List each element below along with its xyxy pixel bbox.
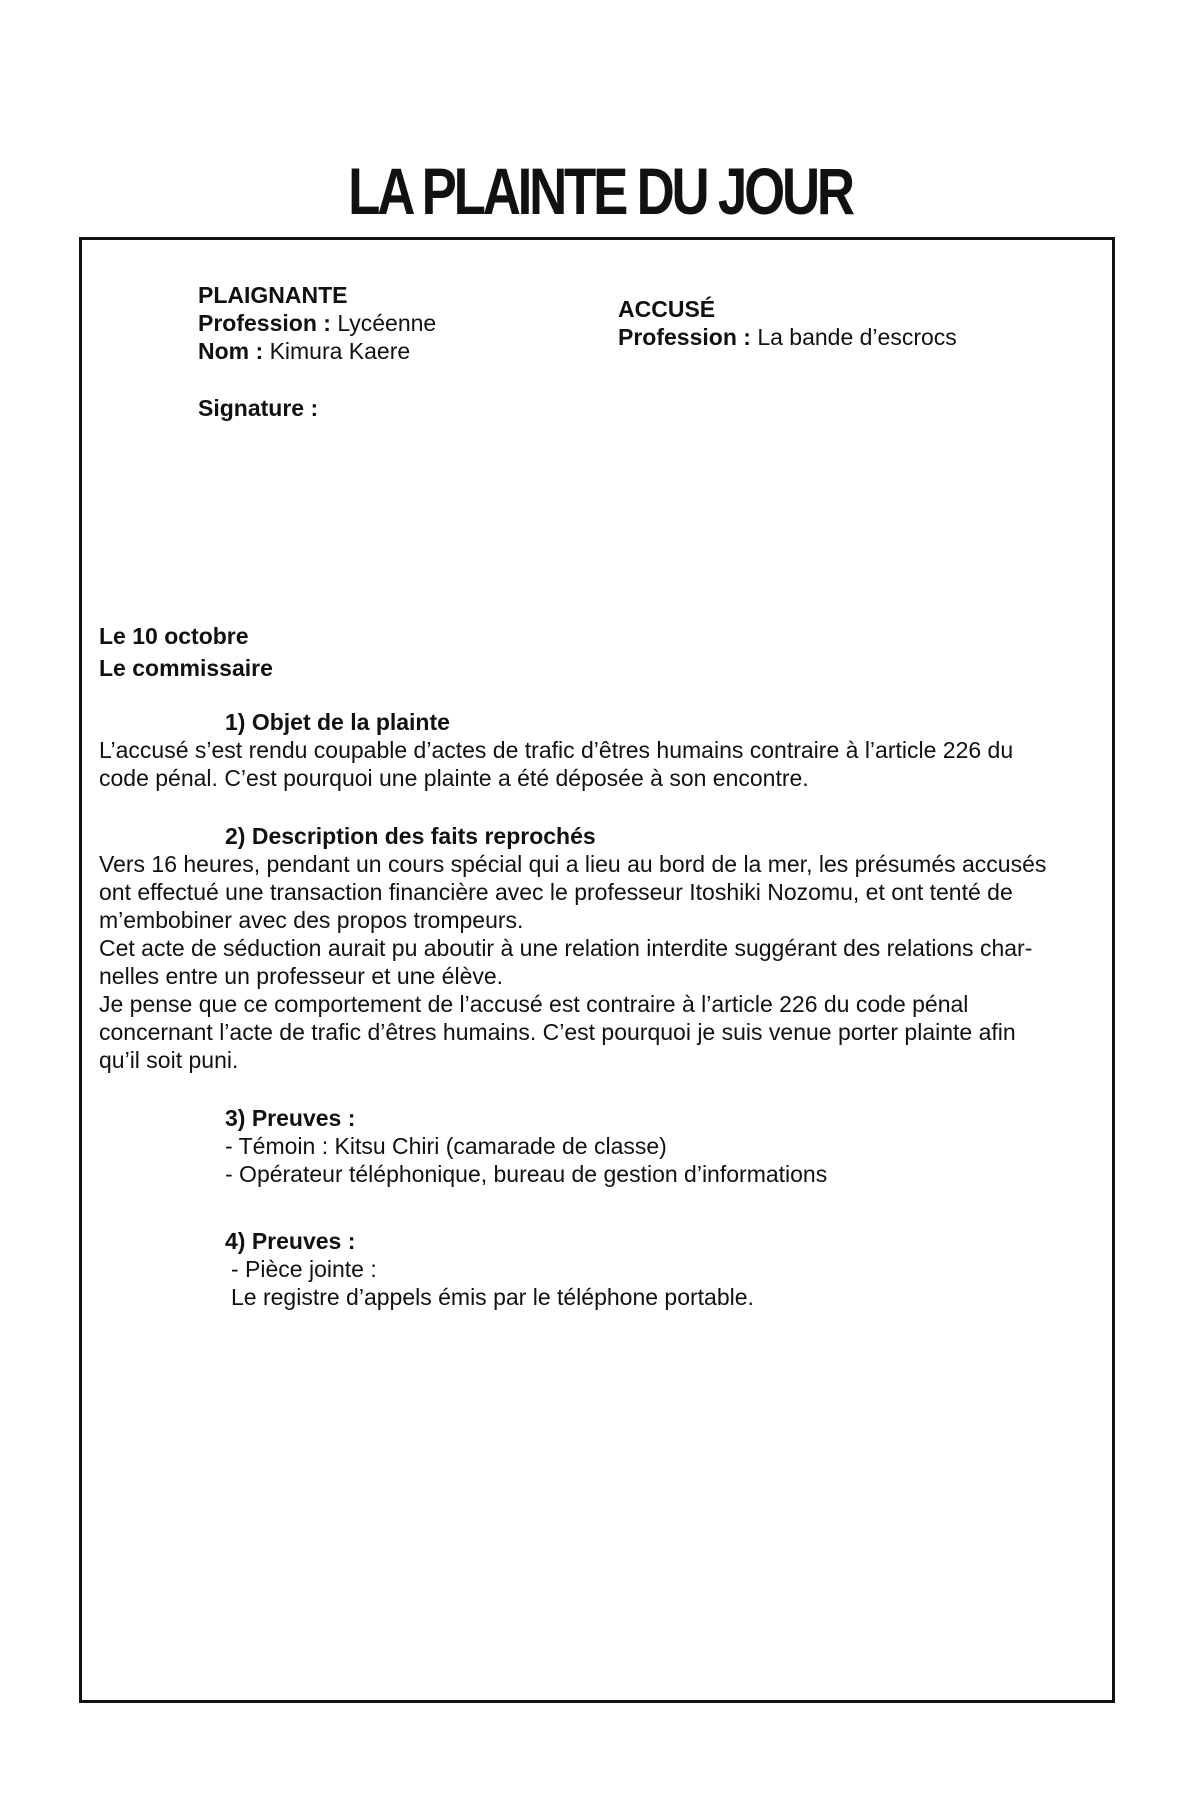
- section-attachments-title: 4) Preuves :: [225, 1228, 356, 1254]
- plaintiff-profession-value: Lycéenne: [337, 310, 437, 336]
- plaintiff-profession-label: Profession :: [198, 310, 331, 336]
- plaintiff-name-label: Nom :: [198, 338, 264, 364]
- section-description-line: ont effectué une transaction financière avec le professeur Itoshiki Nozomu, et ont tenté de: [99, 879, 1013, 905]
- plaintiff-name: [198, 337, 436, 365]
- plaintiff-block: [198, 281, 436, 365]
- evidence-item: - Témoin : Kitsu Chiri (camarade de classe): [225, 1133, 667, 1159]
- accused-profession: [618, 323, 957, 351]
- section-description-line: Cet acte de séduction aurait pu aboutir à une relation interdite suggérant des relations char-: [99, 935, 1033, 961]
- accused-profession-value: La bande d’escrocs: [757, 324, 957, 350]
- section-description-line: nelles entre un professeur et une élève.: [99, 963, 504, 989]
- section-description-line: Je pense que ce comportement de l’accusé est contraire à l’article 226 du code pénal: [99, 991, 969, 1017]
- section-evidence-title: 3) Preuves :: [225, 1105, 356, 1131]
- plaintiff-profession: [198, 309, 436, 337]
- accused-block: [618, 295, 957, 351]
- section-object: [99, 708, 1099, 792]
- date-block: [99, 620, 273, 684]
- section-description-line: Vers 16 heures, pendant un cours spécial qui a lieu au bord de la mer, les présumés accusés: [99, 851, 1047, 877]
- official-title: Le commissaire: [99, 655, 273, 681]
- complaint-date: Le 10 octobre: [99, 623, 249, 649]
- section-object-line: L’accusé s’est rendu coupable d’actes de trafic d’êtres humains contraire à l’article 226 du: [99, 737, 1014, 763]
- signature-label: Signature :: [198, 395, 319, 421]
- page-title: LA PLAINTE DU JOUR: [348, 154, 852, 228]
- accused-heading: ACCUSÉ: [618, 296, 716, 322]
- section-description-title: 2) Description des faits reprochés: [225, 823, 596, 849]
- section-evidence: [99, 1104, 1099, 1188]
- section-attachments: [99, 1227, 1099, 1311]
- section-description-line: m’embobiner avec des propos trompeurs.: [99, 907, 524, 933]
- section-description: [99, 822, 1099, 1074]
- section-description-line: qu’il soit puni.: [99, 1047, 239, 1073]
- section-object-title: 1) Objet de la plainte: [225, 709, 450, 735]
- accused-profession-label: Profession :: [618, 324, 751, 350]
- section-object-line: code pénal. C’est pourquoi une plainte a été déposée à son encontre.: [99, 765, 809, 791]
- section-description-line: concernant l’acte de trafic d’êtres humains. C’est pourquoi je suis venue porter plainte afin: [99, 1019, 1016, 1045]
- attachment-item: Le registre d’appels émis par le téléphone portable.: [231, 1284, 754, 1310]
- attachment-item: - Pièce jointe :: [231, 1256, 377, 1282]
- plaintiff-heading: PLAIGNANTE: [198, 282, 348, 308]
- evidence-item: - Opérateur téléphonique, bureau de gestion d’informations: [225, 1161, 828, 1187]
- plaintiff-name-value: Kimura Kaere: [269, 338, 411, 364]
